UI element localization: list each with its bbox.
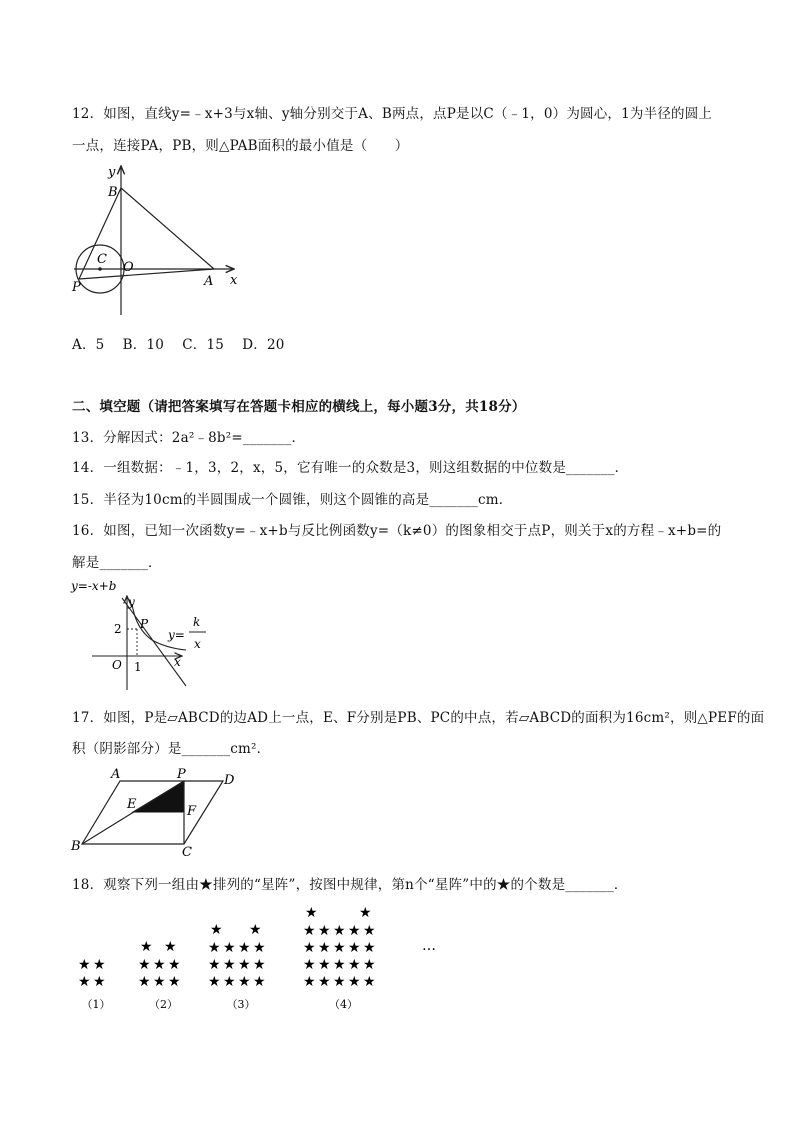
star: ★ xyxy=(363,974,376,990)
label-x-den: x xyxy=(194,637,201,651)
ellipsis: … xyxy=(422,938,436,954)
star: ★ xyxy=(348,940,361,956)
star-figure-1 xyxy=(78,957,111,1011)
star-figure-4 xyxy=(303,905,376,1011)
star-top: ★ xyxy=(140,939,153,955)
star: ★ xyxy=(208,957,221,973)
q18-text: 18．观察下列一组由★排列的“星阵”，按图中规律，第n个“星阵”中的★的个数是_______． xyxy=(72,877,628,893)
star-figure-label: （2） xyxy=(149,998,178,1011)
star: ★ xyxy=(93,957,106,973)
label-c: C xyxy=(97,252,107,267)
label-b: B xyxy=(108,185,118,200)
label-b: B xyxy=(71,839,81,854)
q12-figure xyxy=(66,160,256,320)
label-f: F xyxy=(187,804,197,819)
star-figure-label: （3） xyxy=(226,998,256,1011)
q14-text: 14．一组数据：﹣1，3，2，x，5，它有唯一的众数是3，则这组数据的中位数是_______． xyxy=(72,460,629,476)
label-recip-lhs: y= xyxy=(168,628,185,642)
label-two: 2 xyxy=(114,622,122,636)
star-top: ★ xyxy=(359,905,372,921)
star: ★ xyxy=(153,974,166,990)
star: ★ xyxy=(303,940,316,956)
star-figure-label: （4） xyxy=(329,998,358,1011)
star: ★ xyxy=(318,940,331,956)
label-y: y xyxy=(128,595,135,609)
star: ★ xyxy=(348,923,361,939)
star-top: ★ xyxy=(305,905,318,921)
q12-text-line2: 一点，连接PA，PB，则△PAB面积的最小值是（ ） xyxy=(72,138,409,154)
star: ★ xyxy=(348,974,361,990)
star: ★ xyxy=(168,957,181,973)
label-p: P xyxy=(140,617,149,631)
star: ★ xyxy=(318,923,331,939)
linear-line xyxy=(122,598,186,686)
q16-figure xyxy=(66,574,226,694)
center-point xyxy=(98,267,102,271)
star: ★ xyxy=(318,957,331,973)
star: ★ xyxy=(238,957,251,973)
star: ★ xyxy=(333,974,346,990)
label-one: 1 xyxy=(134,660,142,674)
star: ★ xyxy=(223,940,236,956)
star-top: ★ xyxy=(210,922,223,938)
section2-header: 二、填空题（请把答案填写在答题卡相应的横线上，每小题3分，共18分） xyxy=(72,399,526,415)
label-x: x xyxy=(174,655,181,669)
star: ★ xyxy=(253,957,266,973)
star: ★ xyxy=(363,957,376,973)
star: ★ xyxy=(333,923,346,939)
star: ★ xyxy=(303,957,316,973)
star: ★ xyxy=(138,974,151,990)
star: ★ xyxy=(318,974,331,990)
label-d: D xyxy=(224,773,235,788)
q17-text-line1: 17．如图，P是▱ABCD的边AD上一点，E、F分别是PB、PC的中点，若▱ABCD的面积为16cm²，则△PEF的面 xyxy=(72,710,765,726)
q18-star-figures xyxy=(70,900,450,1020)
star: ★ xyxy=(208,974,221,990)
label-e: E xyxy=(127,797,137,812)
q13-text: 13．分解因式：2a²﹣8b²=_______． xyxy=(72,430,306,446)
star: ★ xyxy=(253,940,266,956)
label-k: k xyxy=(193,615,201,629)
star-figure-3 xyxy=(208,922,266,1011)
q16-text-line2: 解是_______． xyxy=(72,555,162,571)
star: ★ xyxy=(223,957,236,973)
star: ★ xyxy=(168,974,181,990)
label-o: O xyxy=(123,260,134,275)
q12-text-line1: 12．如图，直线y=﹣x+3与x轴、y轴分别交于A、B两点，点P是以C（﹣1，0）为圆心，1为半径的圆上 xyxy=(72,106,713,122)
star: ★ xyxy=(208,940,221,956)
star-figure-2 xyxy=(138,939,181,1011)
star: ★ xyxy=(303,974,316,990)
q17-figure xyxy=(66,762,246,858)
star: ★ xyxy=(238,940,251,956)
star: ★ xyxy=(153,957,166,973)
star: ★ xyxy=(78,974,91,990)
label-o: O xyxy=(112,658,122,672)
q15-text: 15．半径为10cm的半圆围成一个圆锥，则这个圆锥的高是_______cm． xyxy=(72,492,513,508)
star: ★ xyxy=(78,957,91,973)
label-a: A xyxy=(111,767,121,782)
star: ★ xyxy=(253,974,266,990)
label-linear: y=-x+b xyxy=(71,579,117,593)
star: ★ xyxy=(333,940,346,956)
label-p: P xyxy=(177,767,186,782)
star: ★ xyxy=(138,957,151,973)
star-top: ★ xyxy=(249,922,262,938)
q16-text-line1: 16．如图，已知一次函数y=﹣x+b与反比例函数y=（k≠0）的图象相交于点P，则关于x的方程﹣x+b=的 xyxy=(72,523,722,539)
star: ★ xyxy=(223,974,236,990)
star-figure-label: （1） xyxy=(81,998,111,1011)
label-p: P xyxy=(72,280,81,295)
label-y: y xyxy=(108,165,116,180)
q17-text-line2: 积（阴影部分）是_______cm²． xyxy=(72,741,271,757)
label-x: x xyxy=(230,273,238,288)
star: ★ xyxy=(333,957,346,973)
star: ★ xyxy=(303,923,316,939)
star-top: ★ xyxy=(164,939,177,955)
star: ★ xyxy=(348,957,361,973)
star: ★ xyxy=(93,974,106,990)
line-ab xyxy=(121,188,214,269)
star: ★ xyxy=(238,974,251,990)
star: ★ xyxy=(363,923,376,939)
label-c: C xyxy=(182,845,192,858)
q12-options: A．5 B．10 C．15 D．20 xyxy=(72,337,285,353)
star: ★ xyxy=(363,940,376,956)
label-a: A xyxy=(204,274,214,289)
